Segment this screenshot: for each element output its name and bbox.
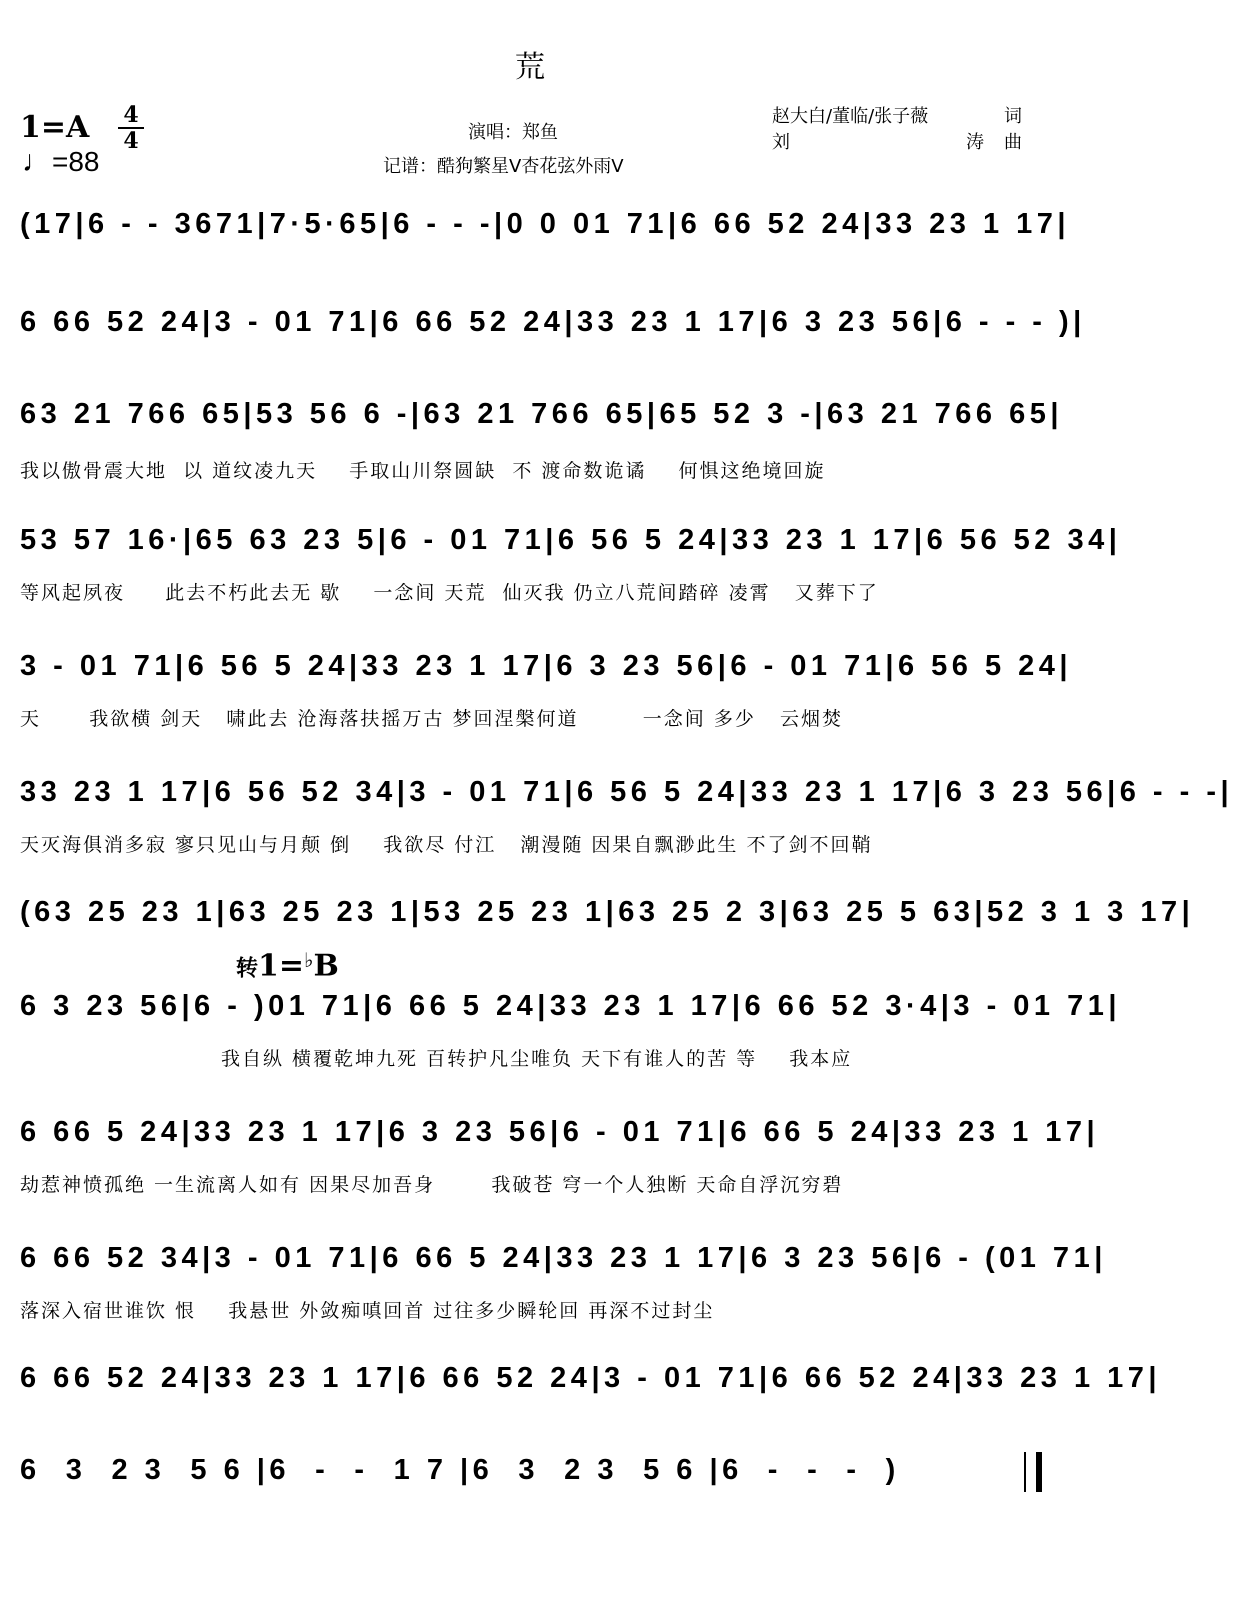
quarter-note-icon: ♩ xyxy=(22,145,52,178)
score-system-5: 3 - 01 71|6 56 5 24|33 23 1 17|6 3 23 56|6 - 01 71|6 56 5 24| xyxy=(20,650,1073,682)
transcriber-credit: 记谱：酷狗繁星V杏花弦外雨V xyxy=(383,156,624,177)
composer-last: 涛 xyxy=(966,132,984,153)
score-system-4: 53 57 16·|65 63 23 5|6 - 01 71|6 56 5 24|33 23 1 17|6 56 52 34| xyxy=(20,524,1122,556)
modulation-marking xyxy=(236,948,339,983)
author-credits xyxy=(772,104,1022,156)
tempo-marking xyxy=(22,145,100,179)
lyrics-line-5: 天 我欲横 剑天 啸此去 沧海落扶摇万古 梦回涅槃何道 一念间 多少 云烟焚 xyxy=(20,708,843,730)
flat-icon: ♭ xyxy=(304,948,314,972)
score-system-7: (63 25 23 1|63 25 23 1|53 25 23 1|63 25 2 3|63 25 5 63|52 3 1 3 17| xyxy=(20,896,1195,928)
score-system-11: 6 66 52 24|33 23 1 17|6 66 52 24|3 - 01 71|6 66 52 24|33 23 1 17| xyxy=(20,1362,1162,1394)
lyrics-line-3: 我以傲骨震大地 以 道纹凌九天 手取山川祭圆缺 不 渡命数诡谲 何惧这绝境回旋 xyxy=(20,460,826,482)
time-signature-bottom: 4 xyxy=(123,128,139,154)
score-system-6: 33 23 1 17|6 56 52 34|3 - 01 71|6 56 5 24|33 23 1 17|6 3 23 56|6 - - -| xyxy=(20,776,1233,808)
lyrics-line-6: 天灭海俱消多寂 寥只见山与月颠 倒 我欲尽 付江 潮漫随 因果自飘渺此生 不了剑不回鞘 xyxy=(20,834,873,856)
lyricist-role: 词 xyxy=(1004,106,1022,127)
lyrics-line-8: 我自纵 横覆乾坤九死 百转护凡尘唯负 天下有谁人的苦 等 我本应 xyxy=(20,1048,853,1070)
song-title: 荒 xyxy=(515,50,545,85)
lyrics-line-10: 落深入宿世谁饮 恨 我悬世 外敛痴嗔回首 过往多少瞬轮回 再深不过封尘 xyxy=(20,1300,715,1322)
score-system-3: 63 21 766 65|53 56 6 -|63 21 766 65|65 52 3 -|63 21 766 65| xyxy=(20,398,1063,430)
lyrics-line-9: 劫惹神愤孤绝 一生流离人如有 因果尽加吾身 我破苍 穹一个人独断 天命自浮沉穷碧 xyxy=(20,1174,844,1196)
composer-first: 刘 xyxy=(772,132,790,153)
modulation-key: 1= xyxy=(258,948,305,984)
score-system-9: 6 66 5 24|33 23 1 17|6 3 23 56|6 - 01 71|6 66 5 24|33 23 1 17| xyxy=(20,1116,1100,1148)
score-system-12: 6 3 2 3 5 6 |6 - - 1 7 |6 3 2 3 5 6 |6 - - - ) xyxy=(20,1454,900,1486)
modulation-prefix: 转 xyxy=(236,955,259,982)
score-system-8: 6 3 23 56|6 - )01 71|6 66 5 24|33 23 1 17|6 66 52 3·4|3 - 01 71| xyxy=(20,990,1121,1022)
tempo-value: =88 xyxy=(52,146,100,177)
lyricist-row xyxy=(772,104,1022,130)
time-signature xyxy=(118,104,144,152)
score-system-10: 6 66 52 34|3 - 01 71|6 66 5 24|33 23 1 17|6 3 23 56|6 - (01 71| xyxy=(20,1242,1107,1274)
singer-credit: 演唱：郑鱼 xyxy=(468,122,558,143)
modulation-note: B xyxy=(313,948,339,984)
time-signature-top: 4 xyxy=(123,102,139,128)
lyrics-line-4: 等风起夙夜 此去不朽此去无 歇 一念间 天荒 仙灭我 仍立八荒间踏碎 凌霄 又葬下了 xyxy=(20,582,879,604)
composer-row xyxy=(772,130,1022,156)
lyricists: 赵大白/董临/张子薇 xyxy=(772,106,929,127)
key-signature: 1=A xyxy=(20,110,90,145)
composer-role: 曲 xyxy=(1004,132,1022,153)
score-system-2: 6 66 52 24|3 - 01 71|6 66 52 24|33 23 1 17|6 3 23 56|6 - - - )| xyxy=(20,306,1086,338)
final-barline xyxy=(1024,1452,1042,1492)
score-system-1: (17|6 - - 3671|7·5·65|6 - - -|0 0 01 71|6 66 52 24|33 23 1 17| xyxy=(20,208,1071,240)
